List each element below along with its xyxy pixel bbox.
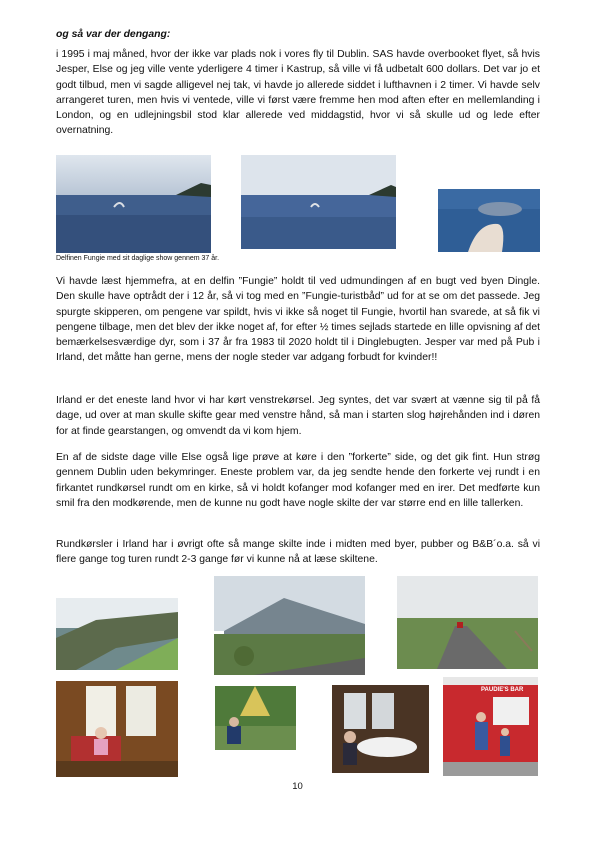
bar-sign: PAUDIE'S BAR: [481, 687, 524, 693]
photo-mountain-road: [214, 576, 365, 675]
photo-caption: Delfinen Fungie med sit daglige show gennem 37 år.: [56, 255, 220, 262]
photo-living-room: [56, 681, 178, 777]
photo-road-cyclist: [397, 576, 538, 669]
photo-paudies-bar: [443, 677, 538, 776]
photo-dolphin-1: [56, 155, 211, 253]
photo-dining-room: [332, 685, 429, 773]
photo-dolphin-2: [241, 155, 396, 249]
photo-cliffs: [56, 598, 178, 670]
paragraph-driving: Irland er det eneste land hvor vi har kørt venstrekørsel. Jeg syntes, det var svært at vænne sig til på få dage, ud over at man skulle skifte gear med venstre hånd, så man i starten slog højrehånden ind i døren for at finde gearstangen, og omvendt da vi kom hjem.: [56, 395, 540, 437]
paragraph-flight: i 1995 i maj måned, hvor der ikke var plads nok i vores fly til Dublin. SAS havde overbooket flyet, så hvis Jesper, Else og jeg ville vente yderligere 4 timer i Kastrup, så ville vi få udbetalt 600 dollars. Det var jo et godt tilbud, men vi sagde alligevel nej tak, vi havde jo allerede siddet i lufthavnen i 2 timer. Vi havde selv arrangeret turen, men hvis vi ventede, ville vi først være fremme hen mod aften efter en mellemlanding i London, og en udlejningsbil stod klar allerede ved middagstid, hvor vi så skulle ud og lede efter overnatning.: [56, 49, 540, 137]
paragraph-fungie: Vi havde læst hjemmefra, at en delfin ”Fungie” holdt til ved udmundingen af en bugt ved byen Dingle. Den skulle have optrådt der i 12 år, så vi tog med en ”Fungie-turistbåd” ud for at se om det passede. Jeg spurgte skipperen, om pengene var spildt, hvis vi ikke så noget til Fungie, hvortil han svarede, at så fik vi pengene tilbage, men det blev der ikke noget af, for efter ½ times sejlads startede en lille opvisning af det bemærkelsesværdige dyr, som i 37 år fra 1983 til 2020 holdt til i Dinglebugten. Jesper var med på Pub i Irland, det måtte han gerne, mens der nogle steder var adgang forbudt for kvinder!!: [56, 276, 540, 364]
page-heading: og så var der dengang:: [56, 29, 171, 40]
page-number: 10: [292, 781, 303, 792]
paragraph-else-driving: En af de sidste dage ville Else også lige prøve at køre i den ”forkerte” side, og det gik fint. Hun strøg gennem Dublin uden bekymringer. Eneste problem var, da jeg sendte hende den forkerte vej rundt i en firkantet rundkørsel rundt om en kirke, så vi holdt kofanger mod kofanger med en irer. Det medførte kun smil fra den modkørende, men de kunne nu godt have nogle skilte der var større end en lille tallerken.: [56, 452, 540, 509]
photo-garden: [215, 686, 296, 750]
photo-dolphin-3: [438, 189, 540, 252]
paragraph-roundabouts: Rundkørsler i Irland har i øvrigt ofte så mange skilte inde i midten med byer, pubber og B&B´o.a. så vi flere gange tog turen rundt 2-3 gange før vi kunne nå at læse skiltene.: [56, 539, 540, 566]
